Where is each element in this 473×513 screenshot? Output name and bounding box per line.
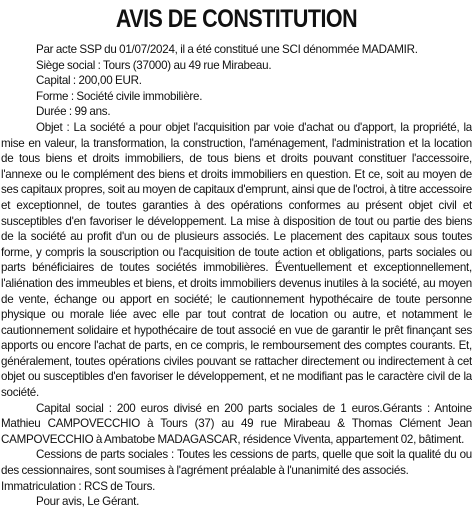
- legal-notice: [1, 0, 472, 513]
- act-line: Par acte SSP du 01/07/2024, il a été constitué une SCI dénommée MADAMIR.: [36, 43, 418, 56]
- registered-office-line: Siège social : Tours (37000) au 49 rue Mirabeau.: [36, 58, 272, 72]
- registration-line: Immatriculation : RCS de Tours.: [1, 479, 156, 493]
- notice-title: AVIS DE CONSTITUTION: [115, 5, 358, 33]
- share-transfer-paragraph: Cessions de parts sociales : Toutes les cessions de parts, quelle que soit la qualité du ou des cessionnaires, sont soumises à l'agrément préalable à l'unanimité des associés.: [1, 448, 472, 478]
- legal-form-line: Forme : Société civile immobilière.: [36, 89, 203, 103]
- signature-line: Pour avis, Le Gérant.: [36, 495, 140, 509]
- capital-managers-paragraph: Capital social : 200 euros divisé en 200 parts sociales de 1 euros.Gérants : Antoine Mathieu CAMPOVECCHIO à Tours (37) au 49 rue Mirabeau & Thomas Clément Jean CAMPOVECCHIO à Ambatobe MADAGASCAR, résidence Viventa, appartement 02, bâtiment.: [1, 401, 472, 446]
- capital-line: Capital : 200,00 EUR.: [36, 74, 142, 88]
- notice-body: [1, 42, 472, 510]
- duration-line: Durée : 99 ans.: [36, 105, 111, 119]
- purpose-paragraph: Objet : La société a pour objet l'acquisition par voie d'achat ou d'apport, la propriété, la mise en valeur, la transformation, la construction, l'aménagement, l'administration et la location de tous biens et droits immobiliers, de tous biens et droits pouvant constituer l'accessoire, l'annexe ou le complément des biens et droits immobiliers en question. Et ce, soit au moyen de ses capitaux propres, soit au moyen de capitaux d'emprunt, ainsi que de l'octroi, à titre accessoire et exceptionnel, de toutes garanties à des opérations conformes au présent objet civil et susceptibles d'en favoriser le développement. La mise à disposition de tout ou partie des biens de la société au profit d'un ou de plusieurs associés. Le placement des capitaux sous toutes forme, y compris la souscription ou l'acquisition de toute action et obligations, parts sociales ou parts bénéficiaires de toutes sociétés immobilières. Éventuellement et exceptionnellement, l'aliénation des immeubles et biens, et droits immobiliers devenus inutiles à la société, au moyen de vente, échange ou apport en société; le cautionnement hypothécaire de toute personne physique ou morale liée avec elle par tout contrat de location ou autre, et notamment le cautionnement solidaire et hypothécaire de tout associé en vue de garantir le prêt finançant ses apports ou encore l'achat de parts, en ce compris, le remboursement des comptes courants. Et, généralement, toutes opérations civiles pouvant se rattacher directement ou indirectement à cet objet ou susceptibles d'en favoriser le développement, et ne modifiant pas le caractère civil de la société.: [1, 120, 472, 400]
